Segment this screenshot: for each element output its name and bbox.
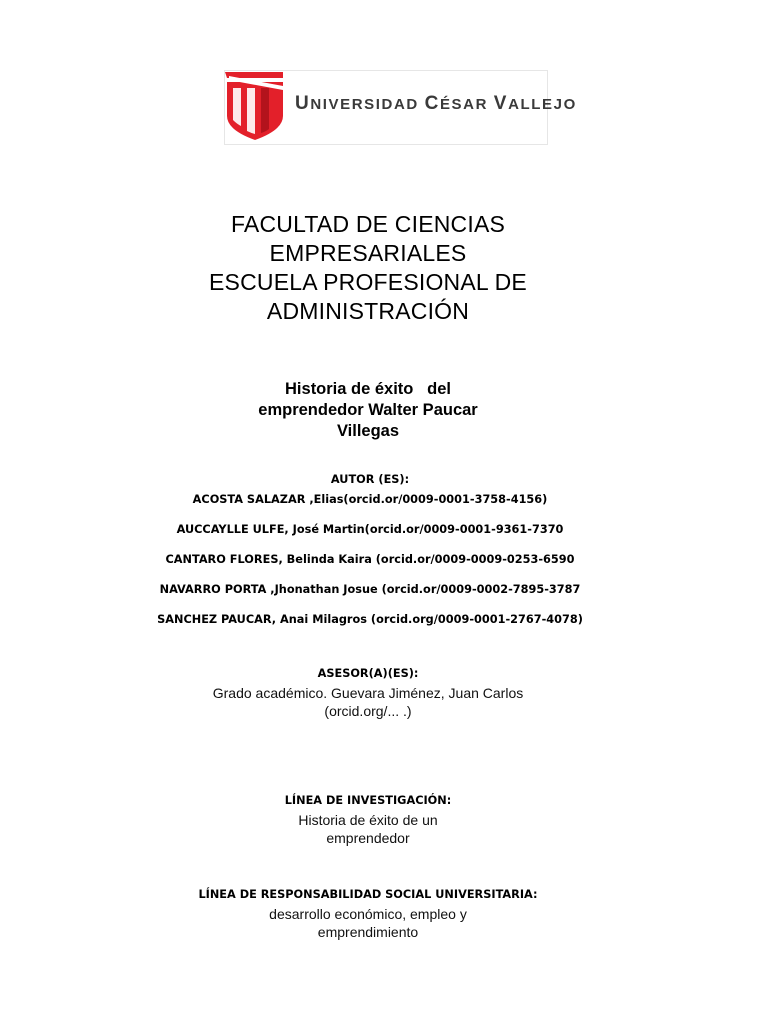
title-line: Villegas [336, 422, 400, 440]
university-name: UNIVERSIDAD CÉSAR VALLEJO [295, 93, 577, 114]
research-line-section [0, 791, 736, 847]
research-line-text: emprendedor [326, 830, 410, 846]
social-responsibility-label: LÍNEA DE RESPONSABILIDAD SOCIAL UNIVERSITARIA: [198, 888, 538, 901]
university-logo [224, 70, 577, 145]
author-item: NAVARRO PORTA ,Jhonathan Josue (orcid.or/0009-0002-7895-3787 [159, 583, 581, 596]
university-shield-icon [225, 72, 283, 140]
document-title [0, 379, 736, 442]
advisor-label: ASESOR(A)(ES): [317, 667, 419, 680]
social-responsibility-section [0, 885, 736, 941]
advisor-line: Grado académico. Guevara Jiménez, Juan Carlos [212, 685, 524, 701]
author-item: ACOSTA SALAZAR ,Elias(orcid.or/0009-0001-3758-4156) [192, 493, 548, 506]
title-line: Historia de éxito del [285, 380, 451, 398]
social-responsibility-text: emprendimiento [317, 924, 419, 940]
research-line-text: Historia de éxito de un [298, 812, 438, 828]
author-item: AUCCAYLLE ULFE, José Martin(orcid.or/0009-0001-9361-7370 [176, 523, 564, 536]
school-line: ESCUELA PROFESIONAL DE [209, 269, 527, 295]
title-line: emprendedor Walter Paucar [258, 401, 478, 419]
author-item: CANTARO FLORES, Belinda Kaira (orcid.or/0009-0009-0253-6590 [165, 553, 575, 566]
advisor-section [0, 664, 736, 720]
research-line-label: LÍNEA DE INVESTIGACIÓN: [284, 794, 452, 807]
author-item: SANCHEZ PAUCAR, Anai Milagros (orcid.org/0009-0001-2767-4078) [157, 613, 583, 626]
advisor-line: (orcid.org/... .) [324, 703, 412, 719]
school-line: ADMINISTRACIÓN [266, 298, 470, 324]
authors-section [0, 470, 740, 630]
authors-label: AUTOR (ES): [330, 473, 410, 486]
faculty-line: FACULTAD DE CIENCIAS [230, 211, 506, 237]
faculty-line: EMPRESARIALES [269, 240, 467, 266]
social-responsibility-text: desarrollo económico, empleo y [269, 906, 467, 922]
faculty-heading [0, 210, 736, 326]
